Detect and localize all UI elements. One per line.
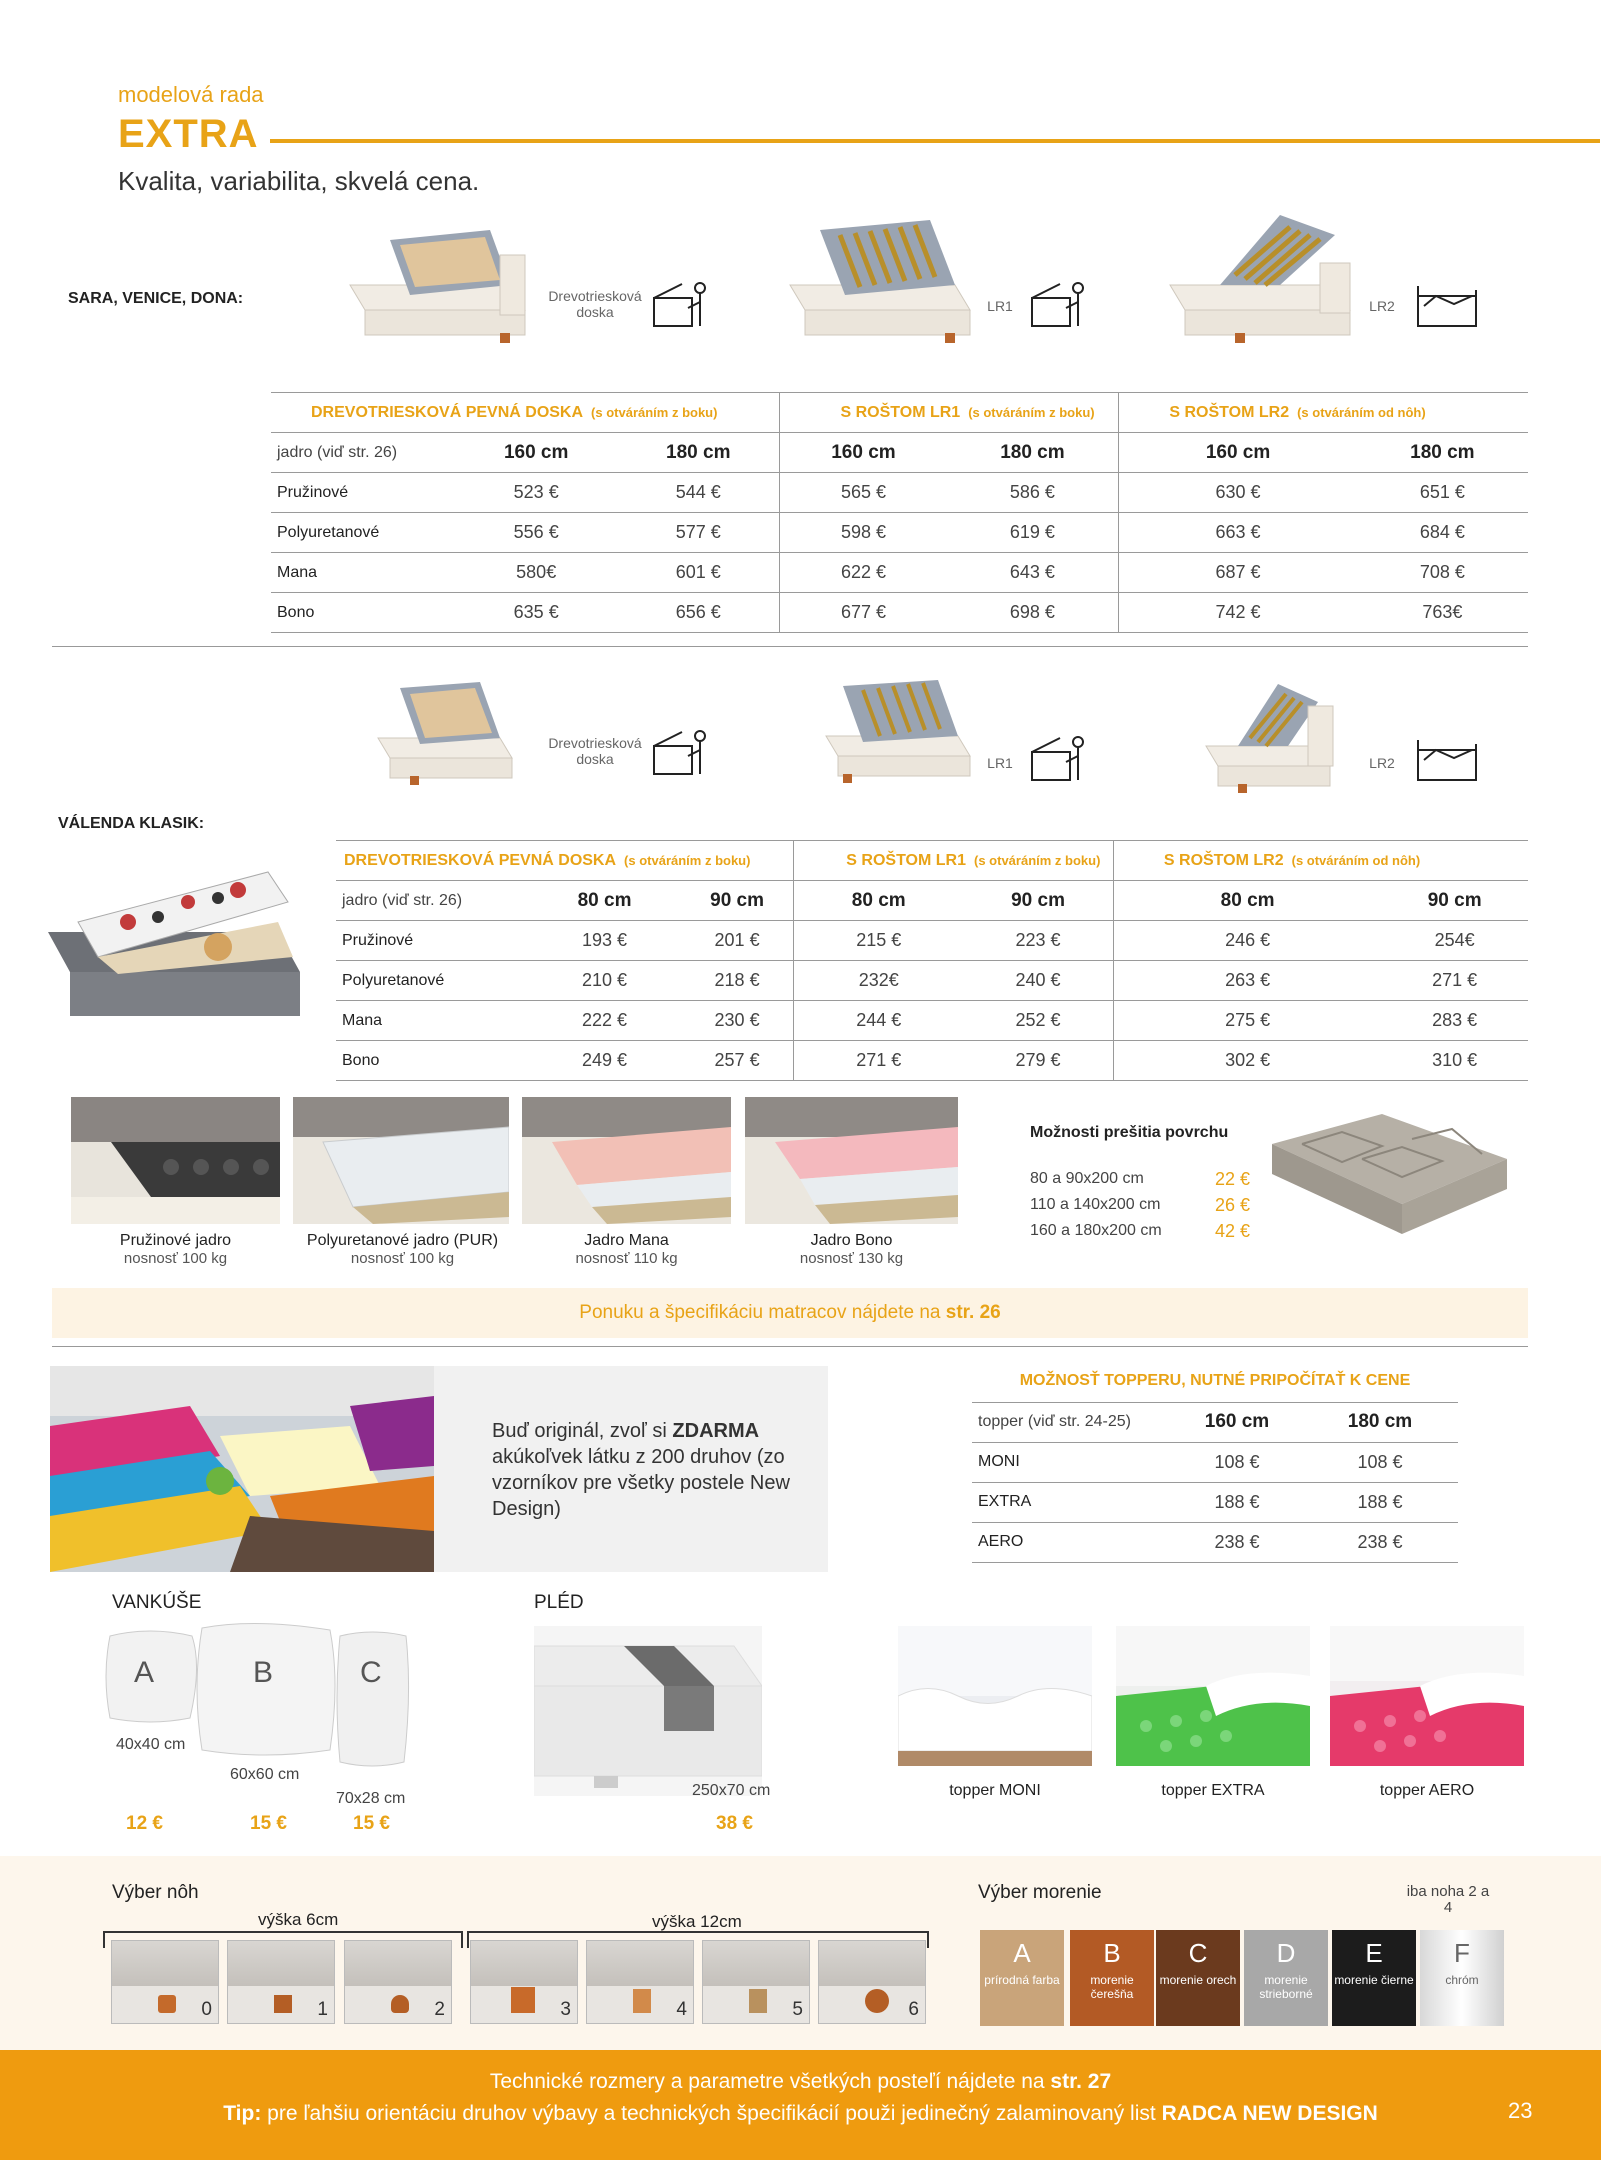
stain-swatch-b[interactable]: B morenie čerešňa [1070, 1930, 1154, 2026]
size-row: topper (viď str. 24-25) 160 cm 180 cm [972, 1402, 1458, 1442]
ponuka-banner: Ponuku a špecifikáciu matracov nájdete na str. 26 [52, 1288, 1528, 1338]
core-image-spring [71, 1097, 280, 1224]
core-caption: Jadro Bono nosnosť 130 kg [799, 1232, 904, 1267]
core-caption: Pružinové jadro nosnosť 100 kg [119, 1232, 232, 1267]
topper-extra-image [1116, 1626, 1310, 1766]
bed-image-lr2 [1160, 205, 1360, 345]
core-caption: Polyuretanové jadro (PUR) nosnosť 100 kg [306, 1232, 499, 1267]
topper-table [972, 1402, 1458, 1563]
stain-swatch-c[interactable]: C morenie orech [1156, 1930, 1240, 2026]
bed-image-lr2 [1198, 676, 1343, 796]
quilting-title: Možnosti prešitia povrchu [1030, 1124, 1229, 1141]
stain-title: Výber morenie [978, 1882, 1102, 1903]
quilting-row: 110 a 140x200 cm 26 € [1030, 1195, 1250, 1215]
pillow-letter: A [134, 1656, 155, 1689]
bed-image-doska [340, 225, 530, 345]
icon-label-lr1: LR1 [987, 298, 1013, 314]
table-row: Mana 222 € 230 € 244 € 252 € 275 € 283 € [336, 1001, 1528, 1041]
bed-image-lr1 [818, 676, 978, 788]
core-caption: Jadro Mana nosnosť 110 kg [575, 1232, 678, 1267]
series-subtitle: modelová rada [118, 82, 264, 107]
icon-label-lr1: LR1 [987, 755, 1013, 771]
leg-option-3[interactable]: 3 [470, 1940, 578, 2024]
header-lr1: S ROŠTOM LR1 (s otváráním z boku) [794, 841, 1114, 881]
bed-image-doska [370, 678, 520, 788]
core-image-pur [293, 1097, 509, 1224]
table-row: MONI 108 € 108 € [972, 1442, 1458, 1482]
fabric-text: Buď originál, zvoľ si ZDARMA akúkoľvek látku z 200 druhov (zo vzorníkov pre všetky postele New Design) [492, 1420, 790, 1520]
pillow-size: 70x28 cm [336, 1790, 406, 1807]
table-row: Bono 635 € 656 € 677 € 698 € 742 € 763€ [271, 593, 1528, 633]
leg-option-4[interactable]: 4 [586, 1940, 694, 2024]
quilting-row: 160 a 180x200 cm 42 € [1030, 1221, 1250, 1241]
pled-image [534, 1626, 762, 1796]
legs-group-label: výška 12cm [652, 1912, 742, 1931]
pled-size: 250x70 cm [692, 1782, 771, 1799]
price-table-sara [271, 392, 1528, 633]
table-row: Bono 249 € 257 € 271 € 279 € 302 € 310 € [336, 1041, 1528, 1081]
topper-caption: topper MONI [949, 1782, 1041, 1799]
foot-open-icon [1414, 282, 1484, 330]
section2-models: VÁLENDA KLASIK: [58, 815, 205, 832]
leg-option-6[interactable]: 6 [818, 1940, 926, 2024]
quilted-mattress-image [1262, 1104, 1512, 1254]
bed-image-lr1 [780, 215, 980, 345]
header-lr1: S ROŠTOM LR1 (s otváráním z boku) [780, 393, 1119, 433]
table-row: Mana 580€ 601 € 622 € 643 € 687 € 708 € [271, 553, 1528, 593]
quilting-list [1030, 1166, 1250, 1244]
stain-note: iba noha 2 a 4 [1406, 1883, 1490, 1916]
icon-label-doska: Drevotriesková doska [548, 288, 642, 320]
table-row: EXTRA 188 € 188 € [972, 1482, 1458, 1522]
pillow-letter: B [253, 1656, 274, 1689]
topper-moni-image [898, 1626, 1092, 1766]
page-number: 23 [1508, 2098, 1533, 2123]
side-open-icon [1030, 280, 1092, 330]
footer-tip: Tip: pre ľahšiu orientáciu druhov výbavy a technických špecifikácií použi jedinečný zalaminovaný list RADCA NEW DESIGN [223, 2102, 1378, 2125]
topper-title: MOŽNOSŤ TOPPERU, NUTNÉ PRIPOČÍTAŤ K CENE [1019, 1372, 1411, 1389]
pillow-letter: C [360, 1656, 382, 1689]
leg-option-5[interactable]: 5 [702, 1940, 810, 2024]
legs-group-label: výška 6cm [258, 1910, 339, 1929]
fabric-samples-image [50, 1366, 434, 1572]
price-table-valenda [336, 840, 1528, 1081]
foot-open-icon [1414, 736, 1484, 784]
footer-line1: Technické rozmery a parametre všetkých posteľí nájdete na str. 27 [489, 2070, 1112, 2093]
header-doska: DREVOTRIESKOVÁ PEVNÁ DOSKA (s otváráním z boku) [336, 841, 794, 881]
pillow-price: 15 € [250, 1813, 287, 1834]
pled-title: PLÉD [534, 1592, 584, 1613]
table-row: Polyuretanové 556 € 577 € 598 € 619 € 663 € 684 € [271, 513, 1528, 553]
stain-swatch-a[interactable]: A prírodná farba [980, 1930, 1064, 2026]
side-open-icon [1030, 734, 1092, 784]
side-open-icon [652, 280, 714, 330]
pillow-price: 12 € [126, 1813, 163, 1834]
table-row: Pružinové 193 € 201 € 215 € 223 € 246 € 254€ [336, 921, 1528, 961]
leg-option-1[interactable]: 1 [227, 1940, 335, 2024]
table-row: AERO 238 € 238 € [972, 1522, 1458, 1562]
topper-aero-image [1330, 1626, 1524, 1766]
divider [52, 646, 1528, 647]
header-lr2: S ROŠTOM LR2 (s otváráním od nôh) [1119, 393, 1528, 433]
size-row: jadro (viď str. 26) 80 cm 90 cm 80 cm 90 cm 80 cm 90 cm [336, 881, 1528, 921]
core-image-bono [745, 1097, 958, 1224]
icon-label-doska: Drevotriesková doska [548, 735, 642, 767]
title-rule [270, 139, 1600, 143]
icon-label-lr2: LR2 [1369, 755, 1395, 771]
icon-label-lr2: LR2 [1369, 298, 1395, 314]
pillow-size: 60x60 cm [230, 1766, 300, 1783]
valenda-image [38, 862, 308, 1032]
series-title: EXTRA [118, 112, 259, 156]
stain-swatch-f[interactable]: F chróm [1420, 1930, 1504, 2026]
stain-swatch-e[interactable]: E morenie čierne [1332, 1930, 1416, 2026]
pillows-title: VANKÚŠE [112, 1592, 202, 1613]
divider [52, 1346, 1528, 1347]
tagline: Kvalita, variabilita, skvelá cena. [118, 166, 480, 196]
table-row: Polyuretanové 210 € 218 € 232€ 240 € 263 € 271 € [336, 961, 1528, 1001]
side-open-icon [652, 728, 714, 778]
size-row: jadro (viď str. 26) 160 cm 180 cm 160 cm 180 cm 160 cm 180 cm [271, 433, 1528, 473]
footer-band [0, 2050, 1601, 2160]
pillow-size: 40x40 cm [116, 1736, 186, 1753]
topper-caption: topper EXTRA [1161, 1782, 1265, 1799]
header-doska: DREVOTRIESKOVÁ PEVNÁ DOSKA (s otváráním z boku) [271, 393, 780, 433]
legs-title: Výber nôh [112, 1882, 199, 1903]
header-lr2: S ROŠTOM LR2 (s otváráním od nôh) [1113, 841, 1528, 881]
pillow-price: 15 € [353, 1813, 390, 1834]
quilting-row: 80 a 90x200 cm 22 € [1030, 1169, 1250, 1189]
topper-caption: topper AERO [1379, 1782, 1475, 1799]
core-image-mana [522, 1097, 731, 1224]
leg-option-0[interactable]: 0 [111, 1940, 219, 2024]
leg-option-2[interactable]: 2 [344, 1940, 452, 2024]
table-row: Pružinové 523 € 544 € 565 € 586 € 630 € 651 € [271, 473, 1528, 513]
section1-models: SARA, VENICE, DONA: [68, 290, 244, 307]
pled-price: 38 € [716, 1813, 753, 1834]
stain-swatch-d[interactable]: D morenie strieborné [1244, 1930, 1328, 2026]
